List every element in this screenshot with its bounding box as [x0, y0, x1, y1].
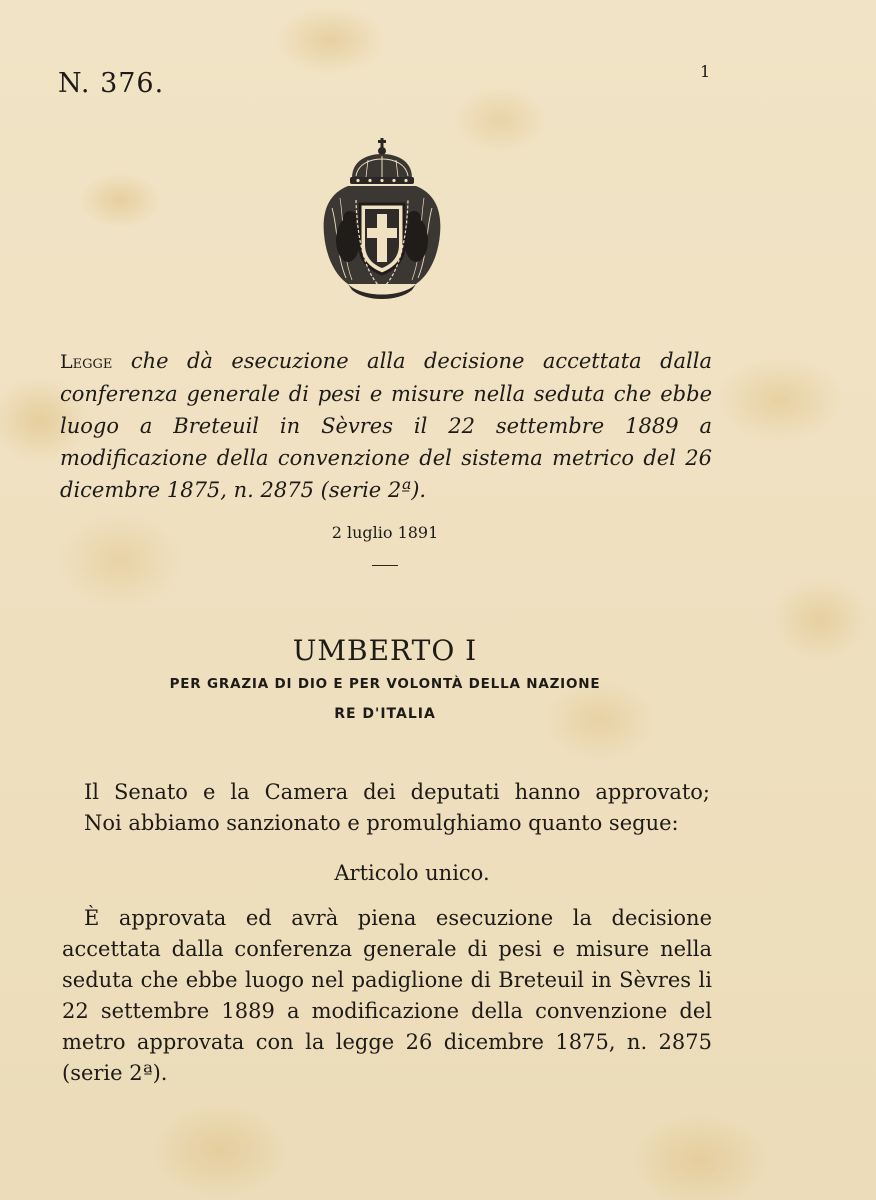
divider — [372, 565, 398, 566]
document-number: N. 376. — [58, 68, 165, 99]
law-title — [60, 345, 712, 506]
coat-of-arms-icon — [318, 138, 446, 306]
king-name: UMBERTO I — [292, 634, 478, 667]
preamble-approved: Il Senato e la Camera dei deputati hanno approvato; — [84, 780, 710, 804]
page-number: 1 — [700, 62, 711, 81]
king-title: RE D'ITALIA — [334, 706, 436, 722]
law-title-lead: Legge — [60, 351, 113, 373]
preamble-sanction: Noi abbiamo sanzionato e promulghiamo quanto segue: — [84, 811, 679, 835]
king-grace-formula: PER GRAZIA DI DIO E PER VOLONTÀ DELLA NAZIONE — [169, 676, 601, 692]
article-heading: Articolo unico. — [334, 861, 490, 885]
law-date: 2 luglio 1891 — [331, 523, 439, 542]
law-title-text: che dà esecuzione alla decisione accettata dalla conferenza generale di pesi e misure nella seduta che ebbe luogo a Breteuil in Sèvres il 22 settembre 1889 a modificazione della convenzione del sistema metrico del 26 dicembre 1875, n. 2875 (serie 2ª). — [60, 349, 712, 502]
article-text: È approvata ed avrà piena esecuzione la decisione accettata dalla conferenza generale di pesi e misure nella seduta che ebbe luogo nel padiglione di Breteuil in Sèvres li 22 settembre 1889 a modificazione della convenzione del metro approvata con la legge 26 dicembre 1875, n. 2875 (serie 2ª). — [62, 906, 712, 1085]
